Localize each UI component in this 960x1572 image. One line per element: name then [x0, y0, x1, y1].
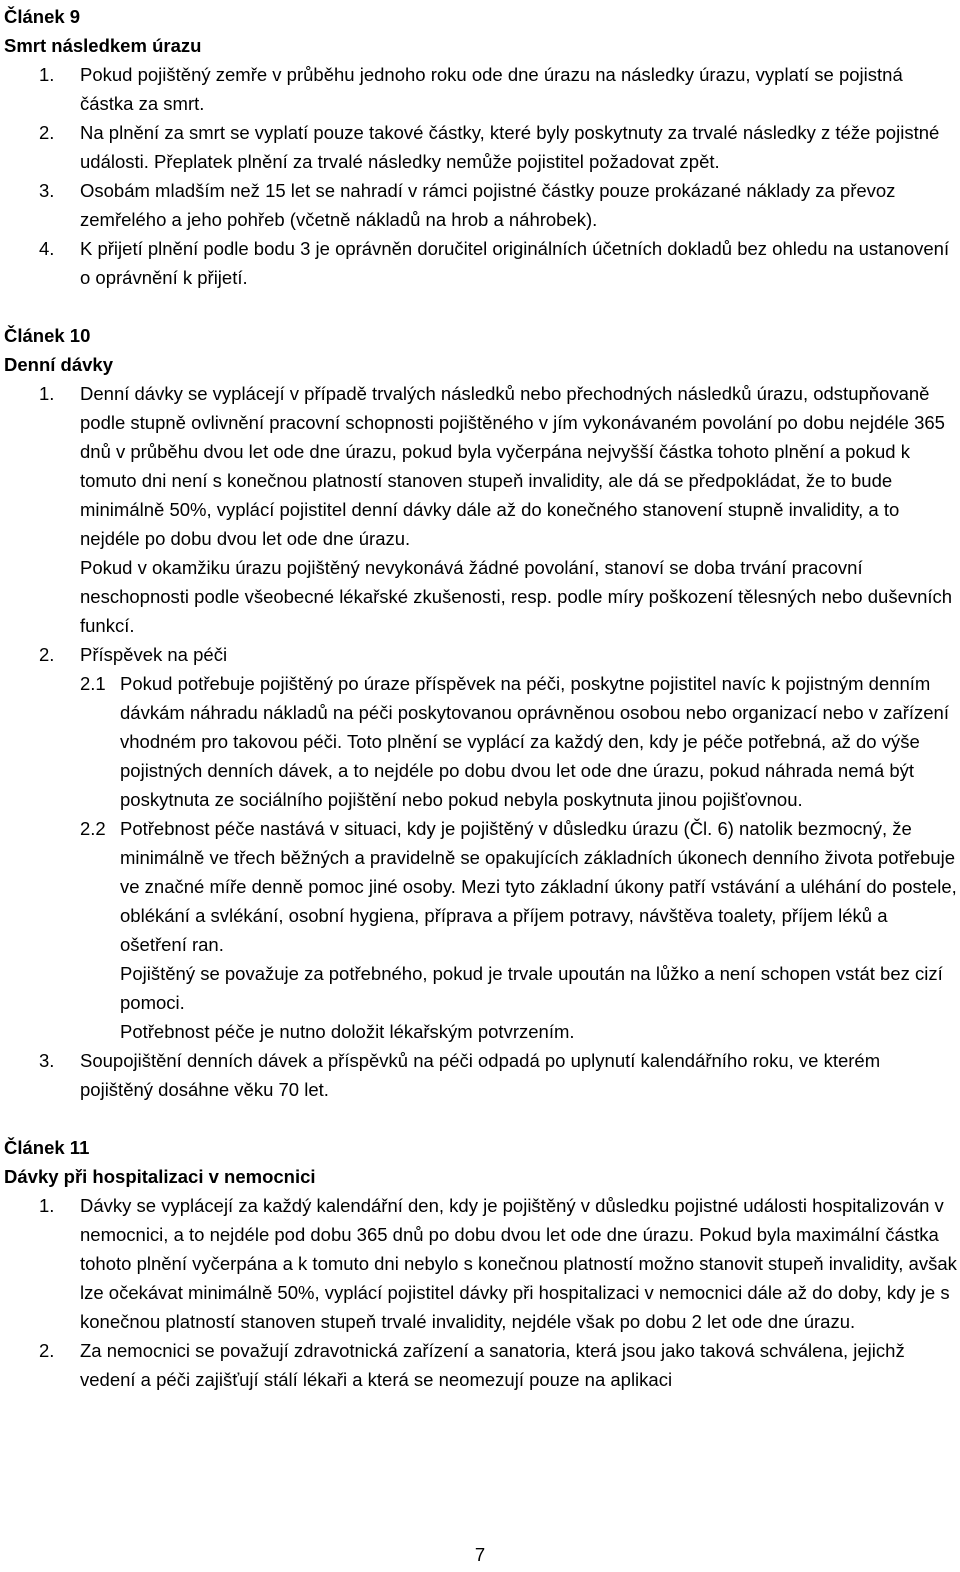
item-number: 3.: [39, 1050, 55, 1071]
item-text: Příspěvek na péči: [80, 644, 228, 665]
item-number: 2.: [39, 644, 55, 665]
item-text: Pokud pojištěný zemře v průběhu jednoho roku ode dne úrazu na následky úrazu, vyplatí se pojistná částka za smrt.: [80, 64, 903, 114]
article-9: [4, 2, 958, 292]
list-item: [4, 640, 958, 1046]
article-list: [4, 379, 958, 1104]
item-text: Osobám mladším než 15 let se nahradí v rámci pojistné částky pouze prokázané náklady za převoz zemřelého a jeho pohřeb (včetně nákladů na hrob a náhrobek).: [80, 180, 896, 230]
list-item: [4, 1046, 958, 1104]
sub-item-text: Pokud potřebuje pojištěný po úraze příspěvek na péči, poskytne pojistitel navíc k pojistným denním dávkám náhradu nákladů na péči poskytovanou oprávněnou osobou nebo organizací nebo v zařízení vhodném pro takovou péči. Toto plnění se vyplácí za každý den, kdy je péče potřebná, až do výše pojistných denních dávek, a to nejdéle po dobu dvou let ode dne úrazu, pokud náhrada nemá být poskytnuta ze sociálního pojištění nebo pokud nebyla poskytnuta jinou pojišťovnou.: [120, 673, 949, 810]
article-list: [4, 1191, 958, 1394]
list-item: [4, 1336, 958, 1394]
sub-item-text: Pojištěný se považuje za potřebného, pokud je trvale upoután na lůžko a není schopen vstát bez cizí pomoci.: [120, 963, 943, 1013]
sub-item-number: 2.1: [80, 673, 106, 694]
list-item: [4, 379, 958, 640]
list-item: [4, 1191, 958, 1336]
list-item: [4, 118, 958, 176]
list-item: [4, 60, 958, 118]
item-text: Na plnění za smrt se vyplatí pouze takové částky, které byly poskytnuty za trvalé následky z téže pojistné události. Přeplatek plnění za trvalé následky nemůže pojistitel požadovat zpět.: [80, 122, 940, 172]
article-number: Článek 9: [4, 6, 81, 27]
page-number: 7: [474, 1544, 486, 1565]
item-number: 4.: [39, 238, 55, 259]
article-number: Článek 11: [4, 1137, 90, 1158]
article-10: [4, 321, 958, 1104]
item-text: K přijetí plnění podle bodu 3 je oprávněn doručitel originálních účetních dokladů bez ohledu na ustanovení o oprávnění k přijetí.: [80, 238, 950, 288]
item-text: Denní dávky se vyplácejí v případě trvalých následků nebo přechodných následků úrazu, odstupňovaně podle stupně ovlivnění pracovní schopnosti pojištěného v jím vykonávaném povolání po dobu nejdéle 365 dnů v průběhu dvou let ode dne úrazu, pokud byla vyčerpána nejvyšší částka tohoto plnění a pokud k tomuto dni není s konečnou platností stanoven stupeň invalidity, ale dá se předpokládat, že to bude minimálně 50%, vyplácí pojistitel denní dávky dále až do konečného stanovení stupně invalidity, a to nejdéle po dobu dvou let ode dne úrazu.: [80, 383, 945, 549]
item-text: Pokud v okamžiku úrazu pojištěný nevykonává žádné povolání, stanoví se doba trvání pracovní neschopnosti podle všeobecné lékařské zkušenosti, resp. podle míry poškození tělesných nebo duševních funkcí.: [80, 557, 953, 636]
sub-item-text: Potřebnost péče je nutno doložit lékařským potvrzením.: [120, 1021, 575, 1042]
sub-list-item: [80, 669, 958, 814]
item-number: 1.: [39, 383, 55, 404]
item-number: 2.: [39, 1340, 55, 1361]
document-body: [4, 2, 958, 1394]
article-title: Denní dávky: [4, 354, 113, 375]
article-list: [4, 60, 958, 292]
article-title: Smrt následkem úrazu: [4, 35, 202, 56]
item-text: Dávky se vyplácejí za každý kalendářní den, kdy je pojištěný v důsledku pojistné události hospitalizován v nemocnici, a to nejdéle pod dobu 365 dnů po dobu dvou let ode dne úrazu. Pokud byla maximální částka tohoto plnění vyčerpána a k tomuto dni nebylo s konečnou platností možno stanovit stupeň invalidity, avšak lze očekávat minimálně 50%, vyplácí pojistitel dávky při hospitalizaci v nemocnici dále až do doby, kdy je s konečnou platností stanoven stupeň trvalé invalidity, nejdéle však po dobu 2 let ode dne úrazu.: [80, 1195, 957, 1332]
item-number: 3.: [39, 180, 55, 201]
sub-list-item: [80, 814, 958, 1046]
article-11: [4, 1133, 958, 1394]
section-gap: [4, 1104, 958, 1133]
section-gap: [4, 292, 958, 321]
article-title: Dávky při hospitalizaci v nemocnici: [4, 1166, 316, 1187]
item-number: 1.: [39, 1195, 55, 1216]
article-number: Článek 10: [4, 325, 91, 346]
item-number: 1.: [39, 64, 55, 85]
sub-item-text: Potřebnost péče nastává v situaci, kdy je pojištěný v důsledku úrazu (Čl. 6) natolik bezmocný, že minimálně ve třech běžných a pravidelně se opakujících základních úkonech denního života potřebuje ve značné míře denně pomoc jiné osoby. Mezi tyto základní úkony patří vstávání a uléhání do postele, oblékání a svlékání, osobní hygiena, příprava a příjem potravy, návštěva toalety, příjem léků a ošetření ran.: [120, 818, 957, 955]
item-number: 2.: [39, 122, 55, 143]
list-item: [4, 176, 958, 234]
item-text: Za nemocnici se považují zdravotnická zařízení a sanatoria, která jsou jako taková schválena, jejichž vedení a péči zajišťují stálí lékaři a která se neomezují pouze na aplikaci: [80, 1340, 905, 1390]
list-item: [4, 234, 958, 292]
sub-item-number: 2.2: [80, 818, 106, 839]
item-text: Soupojištění denních dávek a příspěvků na péči odpadá po uplynutí kalendářního roku, ve kterém pojištěný dosáhne věku 70 let.: [80, 1050, 881, 1100]
